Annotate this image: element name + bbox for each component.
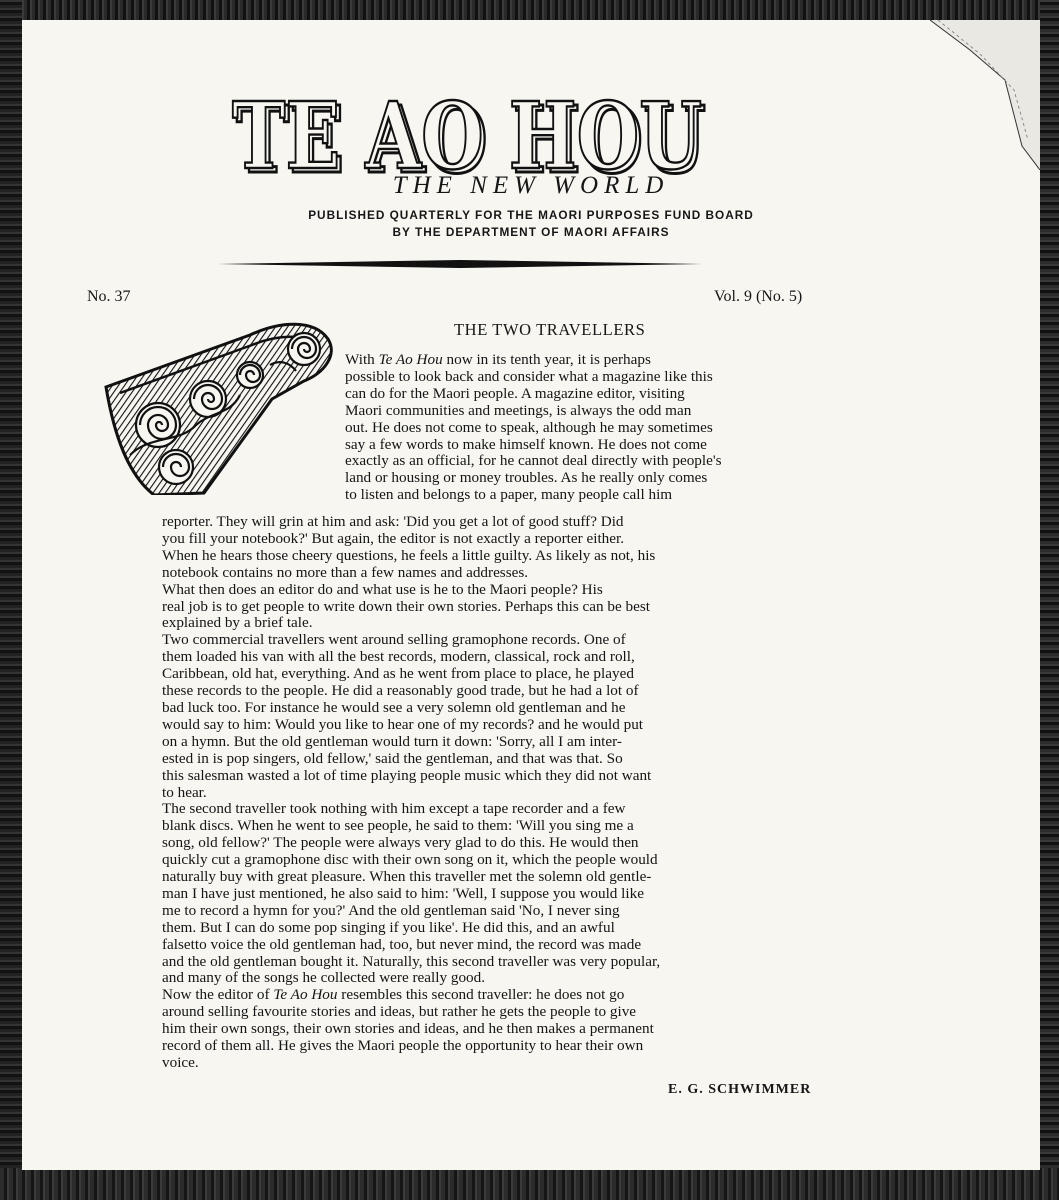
publisher-line-1: PUBLISHED QUARTERLY FOR THE MAORI PURPOSES FUND BOARD (308, 208, 754, 222)
text-line (162, 565, 872, 582)
text-line (345, 437, 865, 454)
text-line (162, 768, 872, 785)
text-line (162, 649, 872, 666)
text-line (162, 734, 872, 751)
text-segment: Caribbean, old hat, everything. And as he went from place to place, he played (162, 665, 634, 683)
text-line (162, 970, 872, 987)
text-line (162, 514, 872, 531)
text-segment: Two commercial travellers went around selling gramophone records. One of (162, 631, 626, 649)
text-segment: ested in is pop singers, old fellow,' said the gentleman, and that was that. So (162, 749, 623, 767)
text-segment: exactly as an official, for he cannot deal directly with people's (345, 452, 722, 470)
text-segment: you fill your notebook?' But again, the editor is not exactly a reporter either. (162, 529, 625, 547)
text-line (162, 818, 872, 835)
masthead-title-shadow: TE AO HOU (236, 86, 706, 184)
text-segment: quickly cut a gramophone disc with their own song on it, which the people would (162, 851, 658, 869)
text-line (162, 582, 872, 599)
text-segment: around selling favourite stories and ideas, but rather he gets the people to give (162, 1003, 637, 1021)
text-line (345, 352, 865, 369)
masthead-subtitle: THE NEW WORLD (392, 172, 670, 199)
text-segment: to hear. (162, 783, 207, 801)
text-segment: man I have just mentioned, he also said to him: 'Well, I suppose you would like (162, 884, 644, 902)
text-line (345, 487, 865, 504)
text-segment: reporter. They will grin at him and ask: 'Did you get a lot of good stuff? Did (162, 513, 624, 530)
publisher-info (22, 207, 1040, 241)
text-line (162, 1021, 872, 1038)
magazine-page (22, 20, 1040, 1170)
text-segment: Now the editor of (162, 986, 274, 1004)
text-line (162, 903, 872, 920)
text-segment: possible to look back and consider what a magazine like this (345, 367, 713, 385)
text-line (162, 1055, 872, 1072)
text-line (162, 920, 872, 937)
text-line (345, 403, 865, 420)
text-line (162, 599, 872, 616)
text-segment: would say to him: Would you like to hear one of my records? and he would put (162, 715, 644, 733)
text-segment: resembles this second traveller: he does not go (337, 986, 625, 1004)
text-line (162, 869, 872, 886)
text-segment: song, old fellow?' The people were always very glad to do this. He would then (162, 834, 639, 852)
text-line (345, 453, 865, 470)
page-fold-corner (910, 20, 1040, 170)
text-segment: With (345, 351, 379, 368)
author-signature: E. G. SCHWIMMER (668, 1082, 812, 1097)
text-line (162, 717, 872, 734)
text-segment: real job is to get people to write down their own stories. Perhaps this can be best (162, 597, 651, 615)
text-segment: them. But I can do some pop singing if you like'. He did this, and an awful (162, 918, 615, 936)
text-segment: me to record a hymn for you?' And the old gentleman said 'No, I never sing (162, 901, 620, 919)
italic-title-ref: Te Ao Hou (273, 986, 338, 1004)
text-line (162, 886, 872, 903)
text-segment: to listen and belongs to a paper, many people call him (345, 486, 673, 504)
text-segment: now in its tenth year, it is perhaps (442, 351, 651, 368)
text-segment: Maori communities and meetings, is always the odd man (345, 401, 692, 419)
volume-number: Vol. 9 (No. 5) (714, 288, 803, 305)
scan-border-top (0, 0, 1059, 22)
issue-number: No. 37 (87, 288, 131, 305)
text-line (345, 420, 865, 437)
text-segment: The second traveller took nothing with him except a tape recorder and a few (162, 800, 626, 818)
text-line (162, 835, 872, 852)
text-segment: say a few words to make himself known. He does not come (345, 435, 707, 453)
text-line (162, 531, 872, 548)
text-line (162, 954, 872, 971)
scan-border-right (1040, 0, 1059, 1200)
text-line (162, 700, 872, 717)
text-segment: explained by a brief tale. (162, 614, 313, 632)
text-segment: can do for the Maori people. A magazine editor, visiting (345, 384, 685, 402)
article-body-text (162, 514, 872, 1072)
text-line (162, 937, 872, 954)
text-line (162, 1038, 872, 1055)
text-line (345, 369, 865, 386)
text-segment: on a hymn. But the old gentleman would turn it down: 'Sorry, all I am inter- (162, 732, 622, 750)
text-segment: and many of the songs he collected were really good. (162, 969, 486, 987)
text-segment: bad luck too. For instance he would see a very solemn old gentleman and he (162, 698, 626, 716)
text-line (345, 386, 865, 403)
text-segment: What then does an editor do and what use is he to the Maori people? His (162, 580, 603, 598)
text-line (345, 470, 865, 487)
masthead-title-text: TE AO HOU (232, 82, 702, 184)
text-segment: naturally buy with great pleasure. When this traveller met the solemn old gentle- (162, 868, 652, 886)
text-line (162, 615, 872, 632)
article-intro-text (345, 352, 865, 504)
scan-border-bottom (0, 1168, 1059, 1200)
text-line (162, 852, 872, 869)
text-segment: voice. (162, 1054, 199, 1071)
masthead-divider (218, 260, 702, 268)
article-title: THE TWO TRAVELLERS (454, 320, 646, 339)
text-line (162, 666, 872, 683)
text-line (162, 785, 872, 802)
maori-carving-illustration (100, 315, 340, 495)
text-segment: land or housing or money troubles. As he really only comes (345, 469, 708, 487)
text-segment: and the old gentleman bought it. Naturally, this second traveller was very popular, (162, 952, 661, 970)
text-line (162, 632, 872, 649)
text-segment: When he hears those cheery questions, he feels a little guilty. As likely as not, his (162, 546, 656, 564)
text-segment: out. He does not come to speak, although he may sometimes (345, 418, 713, 436)
text-line (162, 683, 872, 700)
text-segment: notebook contains no more than a few names and addresses. (162, 563, 529, 581)
publisher-line-2: BY THE DEPARTMENT OF MAORI AFFAIRS (392, 225, 670, 239)
text-segment: them loaded his van with all the best records, modern, classical, rock and roll, (162, 648, 635, 666)
italic-title-ref: Te Ao Hou (378, 351, 443, 368)
text-line (162, 548, 872, 565)
text-line (162, 801, 872, 818)
masthead-title (222, 78, 712, 184)
text-segment: blank discs. When he went to see people, he said to them: 'Will you sing me a (162, 817, 634, 835)
text-line (162, 751, 872, 768)
text-segment: these records to the people. He did a reasonably good trade, but he had a lot of (162, 682, 639, 700)
text-segment: him their own songs, their own stories and ideas, and he then makes a permanent (162, 1020, 654, 1038)
text-line (162, 987, 872, 1004)
text-segment: falsetto voice the old gentleman had, too, but never mind, the record was made (162, 935, 642, 953)
text-line (162, 1004, 872, 1021)
scan-border-left (0, 0, 22, 1200)
text-segment: this salesman wasted a lot of time playing people music which they did not want (162, 766, 652, 784)
text-segment: record of them all. He gives the Maori people the opportunity to hear their own (162, 1037, 644, 1055)
